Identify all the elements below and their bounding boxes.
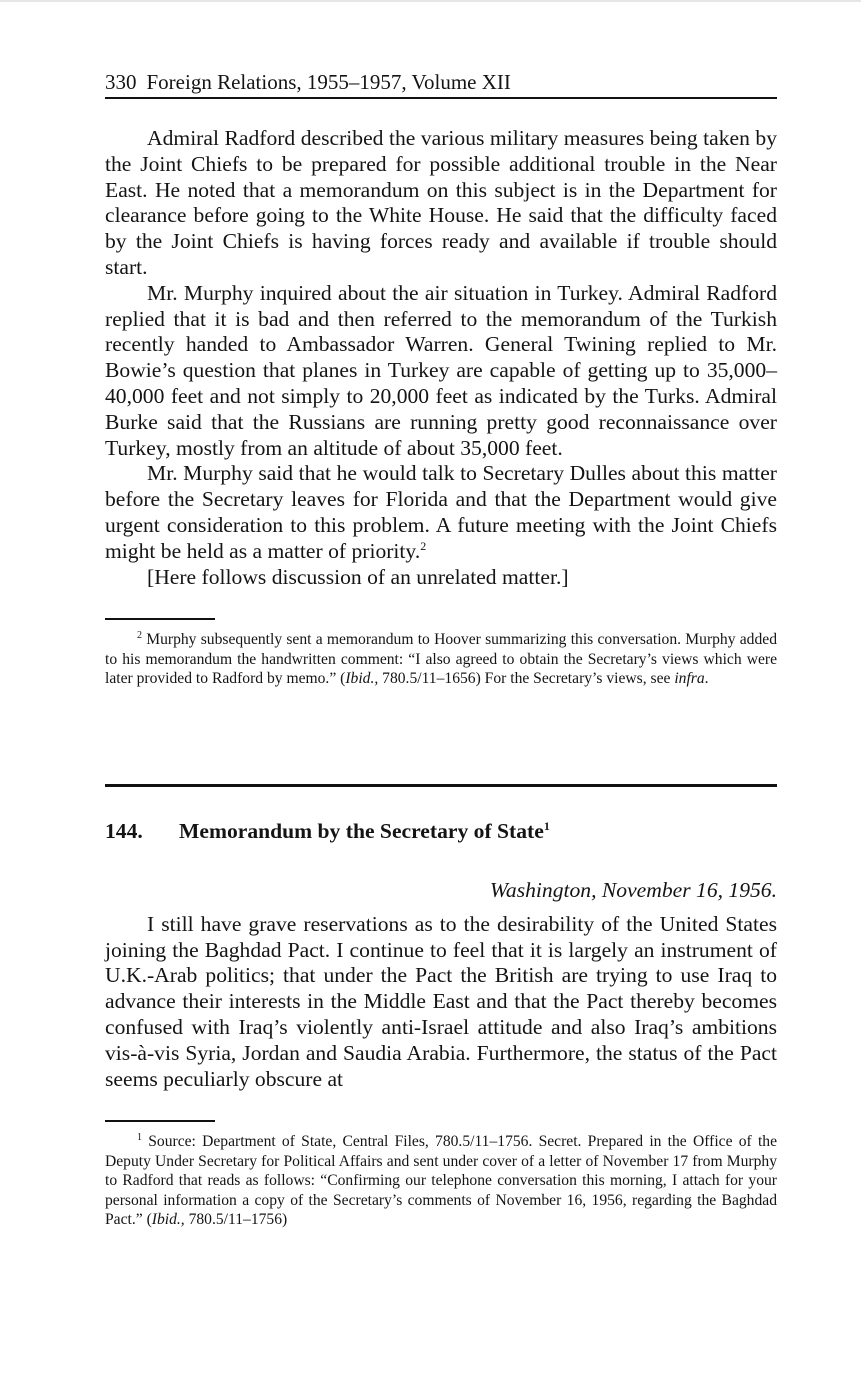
footnote-ref-2: 2: [420, 538, 427, 553]
document-body: [105, 912, 777, 1093]
continued-text: [105, 126, 777, 590]
footnote-marker: 2: [137, 630, 142, 642]
running-head: [105, 68, 777, 99]
page-number: 330: [105, 70, 137, 94]
page-top-edge: [0, 0, 861, 2]
paragraph-radford: Admiral Radford described the various military measures being taken by the Joint Chiefs to be prepared for possible additional trouble in the Near East. He noted that a memorandum on this subject is in the Department for clearance before going to the White House. He said that the difficulty faced by the Joint Chiefs is having forces ready and available if trouble should start.: [105, 126, 777, 279]
editorial-note: [Here follows discussion of an unrelated matter.]: [147, 564, 569, 589]
document-title: Memorandum by the Secretary of State: [179, 818, 544, 843]
footnote-rule: [105, 1120, 215, 1122]
footnote-marker: 1: [137, 1132, 142, 1144]
footnote-2: [105, 630, 777, 689]
ibid-citation: Ibid.,: [345, 670, 379, 688]
footnote-rule: [105, 618, 215, 620]
footnote-1: [105, 1132, 777, 1230]
footnote-text: Murphy subsequently sent a memorandum to Hoover summarizing this conversation. Murphy added to his memorandum the handwritten comment: “I also agreed to obtain the Secretary’s views which were later provided to Radford by memo.” (: [105, 631, 777, 688]
section-divider: [105, 784, 777, 787]
footnote-text: 780.5/11–1756): [184, 1211, 288, 1229]
footnote-ref-1: 1: [543, 818, 550, 833]
infra-reference: infra: [674, 670, 705, 688]
footnote-text: .: [704, 670, 709, 688]
ibid-citation: Ibid.,: [151, 1211, 185, 1229]
paragraph-text: Mr. Murphy said that he would talk to Secretary Dulles about this matter before the Secretary leaves for Florida and that the Department would give urgent consideration to this problem. A future meeting with the Joint Chiefs might be held as a matter of priority.: [105, 461, 777, 563]
document-number: 144.: [105, 818, 143, 843]
footnote-text: 780.5/11–1656) For the Secretary’s views, see: [378, 670, 675, 688]
document-page: [105, 68, 777, 1230]
document-heading: [105, 817, 777, 845]
paragraph-murphy-dulles: [105, 461, 777, 564]
volume-title: Foreign Relations, 1955–1957, Volume XII: [146, 70, 511, 94]
footnote-text: Source: Department of State, Central Files, 780.5/11–1756. Secret. Prepared in the Office of the Deputy Under Secretary for Political Affairs and sent under cover of a letter of November 17 from Murphy to Radford that reads as follows: “Confirming our telephone conversation this morning, I attach for your personal information a copy of the Secretary’s comments of November 16, 1956, regarding the Baghdad Pact.” (: [105, 1133, 777, 1229]
dateline: Washington, November 16, 1956.: [489, 877, 777, 902]
paragraph-murphy-air: Mr. Murphy inquired about the air situation in Turkey. Admiral Radford replied that it is bad and then referred to the memorandum of the Turkish recently handed to Ambassador Warren. General Twining replied to Mr. Bowie’s question that planes in Turkey are capable of getting up to 35,000–40,000 feet and not simply to 20,000 feet as indicated by the Turks. Admiral Burke said that the Russians are running pretty good reconnaissance over Turkey, mostly from an altitude of about 35,000 feet.: [105, 280, 777, 460]
paragraph-baghdad-pact: I still have grave reservations as to the desirability of the United States joining the Baghdad Pact. I continue to feel that it is largely an instrument of U.K.-Arab politics; that under the Pact the British are trying to use Iraq to advance their interests in the Middle East and that the Pact thereby becomes confused with Iraq’s violently anti-Israel attitude and also Iraq’s ambitions vis-à-vis Syria, Jordan and Saudia Arabia. Furthermore, the status of the Pact seems peculiarly obscure at: [105, 911, 777, 1091]
